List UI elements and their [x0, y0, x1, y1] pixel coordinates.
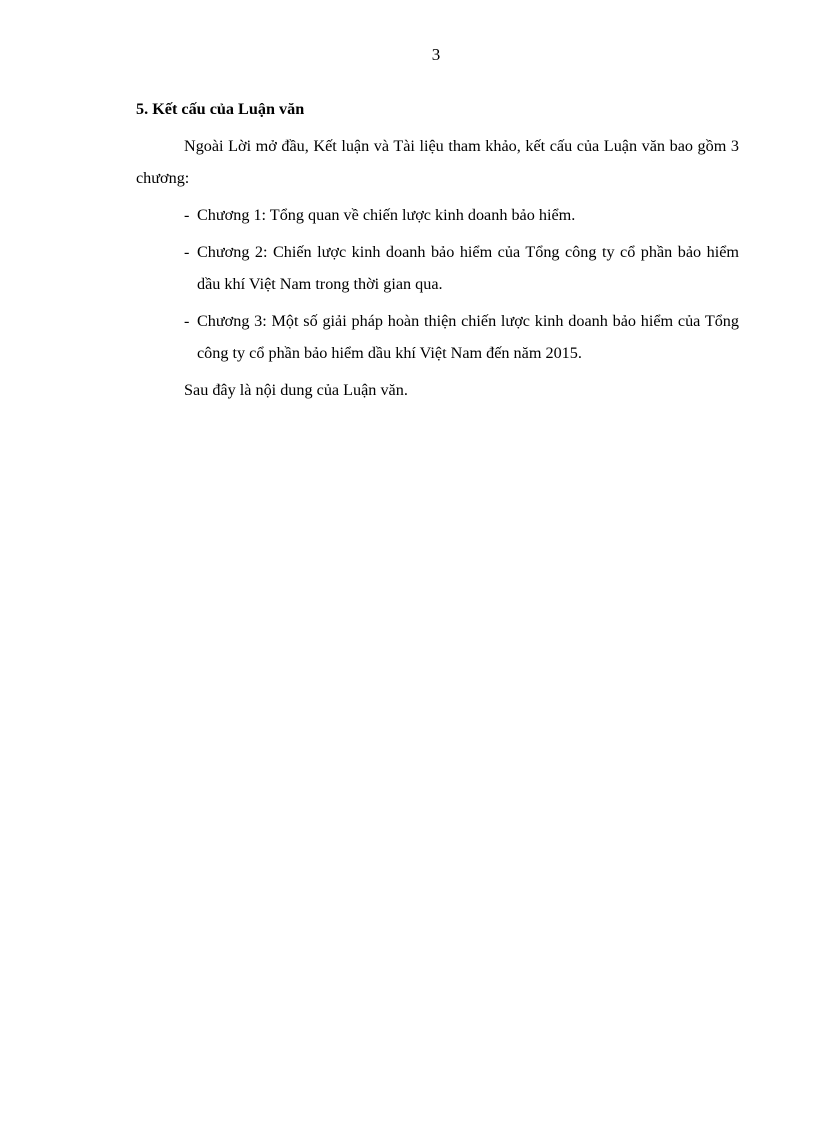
chapter-text: Chương 2: Chiến lược kinh doanh bảo hiểm của Tổng công ty cổ phần bảo hiểm dầu khí Việt Nam trong thời gian qua. [197, 243, 739, 293]
section-heading: 5. Kết cấu của Luận văn [136, 100, 305, 118]
chapter-item-2 [184, 236, 739, 300]
chapter-list [136, 199, 739, 369]
chapter-text: Chương 3: Một số giải pháp hoàn thiện chiến lược kinh doanh bảo hiểm của Tổng công ty cổ phần bảo hiểm dầu khí Việt Nam đến năm 2015. [197, 312, 739, 362]
chapter-item-1 [184, 199, 739, 231]
page-number: 3 [431, 45, 441, 64]
chapter-text: Chương 1: Tổng quan về chiến lược kinh doanh bảo hiểm. [197, 206, 576, 224]
page-content [136, 93, 739, 411]
chapter-item-3 [184, 305, 739, 369]
list-dash: - [184, 206, 190, 224]
closing-paragraph: Sau đây là nội dung của Luận văn. [184, 381, 408, 399]
intro-paragraph: Ngoài Lời mở đầu, Kết luận và Tài liệu tham khảo, kết cấu của Luận văn bao gồm 3 chương: [136, 137, 739, 187]
list-dash: - [184, 243, 190, 261]
list-dash: - [184, 312, 190, 330]
